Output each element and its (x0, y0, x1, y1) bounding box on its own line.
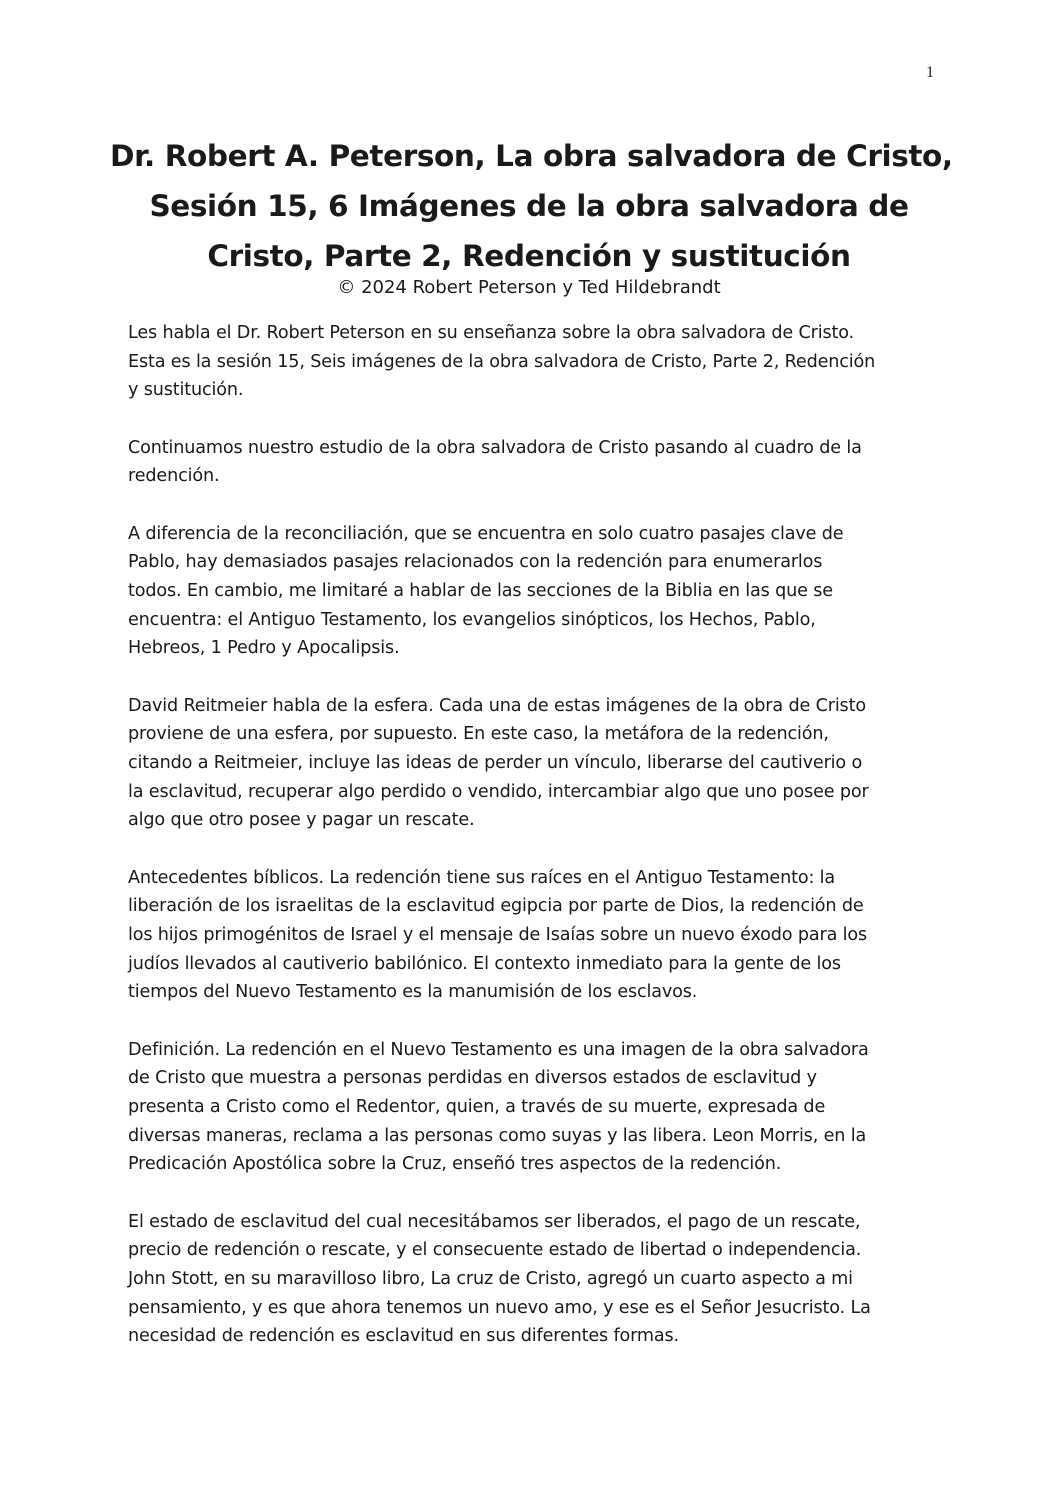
text-line: necesidad de redención es esclavitud en sus diferentes formas. (128, 1326, 680, 1347)
title-block (110, 131, 953, 301)
document-title-line: Dr. Robert A. Peterson, La obra salvadora de Cristo, (110, 139, 953, 173)
page-number: 1 (926, 64, 934, 81)
paragraph-introduction (128, 319, 933, 405)
text-line: los hijos primogénitos de Israel y el mensaje de Isaías sobre un nuevo éxodo para los (128, 924, 868, 945)
text-line: David Reitmeier habla de la esfera. Cada una de estas imágenes de la obra de Cristo (128, 695, 866, 716)
text-line: diversas maneras, reclama a las personas como suyas y las libera. Leon Morris, en la (128, 1125, 867, 1146)
text-line: Definición. La redención en el Nuevo Testamento es una imagen de la obra salvadora (128, 1039, 869, 1060)
text-line: A diferencia de la reconciliación, que se encuentra en solo cuatro pasajes clave de (128, 523, 844, 544)
text-line: pensamiento, y es que ahora tenemos un nuevo amo, y ese es el Señor Jesucristo. La (128, 1297, 871, 1318)
document-title-line: Sesión 15, 6 Imágenes de la obra salvadora de (149, 189, 909, 223)
text-line: judíos llevados al cautiverio babilónico. El contexto inmediato para la gente de los (128, 953, 841, 974)
text-line: presenta a Cristo como el Redentor, quien, a través de su muerte, expresada de (128, 1096, 826, 1117)
text-line: redención. (128, 466, 220, 487)
paragraph-continuation (128, 434, 933, 491)
text-line: John Stott, en su maravilloso libro, La cruz de Cristo, agregó un cuarto aspecto a mi (128, 1268, 853, 1289)
copyright-notice: © 2024 Robert Peterson y Ted Hildebrandt (337, 277, 721, 298)
text-line: la esclavitud, recuperar algo perdido o vendido, intercambiar algo que uno posee por (128, 781, 869, 802)
text-line: Predicación Apostólica sobre la Cruz, enseñó tres aspectos de la redención. (128, 1154, 782, 1175)
text-line: Continuamos nuestro estudio de la obra salvadora de Cristo pasando al cuadro de la (128, 437, 862, 458)
text-line: Les habla el Dr. Robert Peterson en su enseñanza sobre la obra salvadora de Cristo. (128, 323, 854, 343)
document-title-line: Cristo, Parte 2, Redención y sustitución (207, 239, 851, 273)
text-line: de Cristo que muestra a personas perdidas en diversos estados de esclavitud y (128, 1068, 817, 1089)
text-line: algo que otro posee y pagar un rescate. (128, 810, 475, 831)
paragraph-definition (128, 1036, 933, 1180)
text-line: encuentra: el Antiguo Testamento, los evangelios sinópticos, los Hechos, Pablo, (128, 609, 816, 630)
text-line: Esta es la sesión 15, Seis imágenes de la obra salvadora de Cristo, Parte 2, Redención (128, 351, 876, 372)
text-line: liberación de los israelitas de la esclavitud egipcia por parte de Dios, la redención de (128, 896, 864, 917)
paragraph-reconciliation-contrast (128, 520, 933, 664)
text-line: precio de redención o rescate, y el consecuente estado de libertad o independencia. (128, 1240, 862, 1261)
paragraph-reitmeier-sphere (128, 692, 933, 836)
paragraph-slavery-state (128, 1208, 933, 1352)
text-line: El estado de esclavitud del cual necesitábamos ser liberados, el pago de un rescate, (128, 1211, 861, 1232)
paragraph-biblical-background (128, 864, 933, 1008)
text-line: Pablo, hay demasiados pasajes relacionados con la redención para enumerarlos (128, 552, 823, 573)
text-line: todos. En cambio, me limitaré a hablar de las secciones de la Biblia en las que se (128, 580, 833, 601)
text-line: y sustitución. (128, 380, 244, 401)
text-line: Hebreos, 1 Pedro y Apocalipsis. (128, 638, 400, 659)
text-line: citando a Reitmeier, incluye las ideas de perder un vínculo, liberarse del cautiverio o (128, 752, 863, 773)
text-line: proviene de una esfera, por supuesto. En este caso, la metáfora de la redención, (128, 724, 829, 745)
text-line: Antecedentes bíblicos. La redención tiene sus raíces en el Antiguo Testamento: la (128, 867, 836, 888)
body-text (128, 319, 933, 1380)
text-line: tiempos del Nuevo Testamento es la manumisión de los esclavos. (128, 982, 698, 1003)
